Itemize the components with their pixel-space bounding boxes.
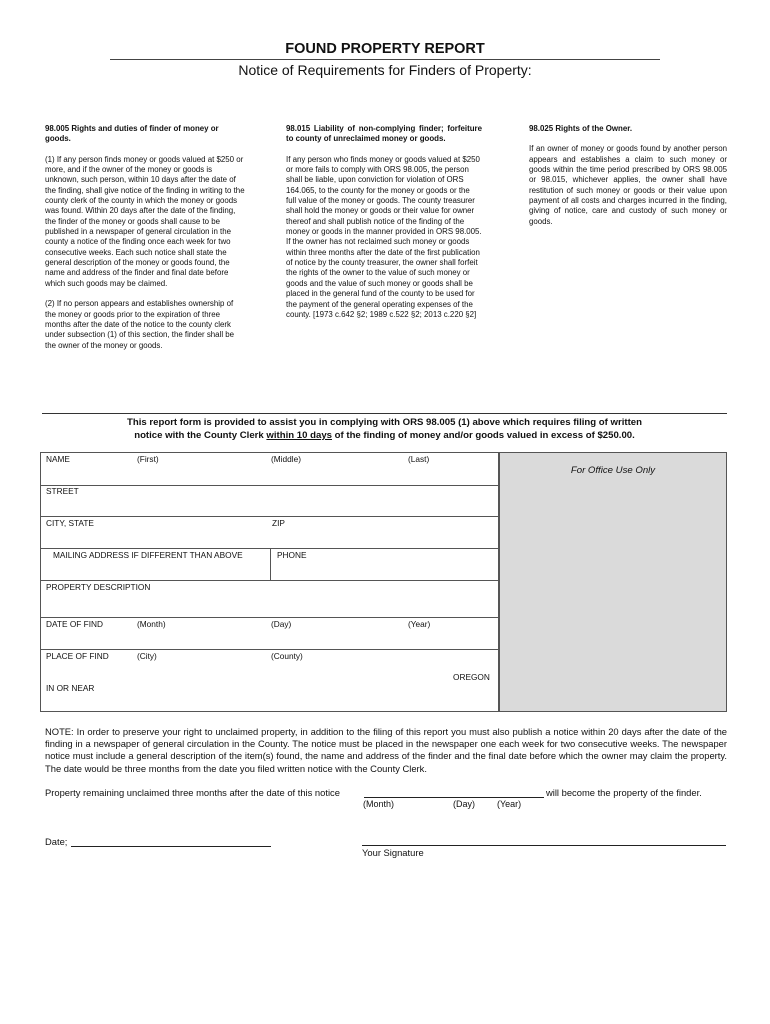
street-field[interactable] <box>44 497 496 514</box>
notice-text: of the finding of money and/or goods valued in excess of $250.00. <box>331 429 635 441</box>
date-of-find-label: DATE OF FIND <box>46 619 104 629</box>
place-of-find-label: PLACE OF FIND <box>46 651 109 661</box>
phone-field[interactable] <box>273 561 496 578</box>
filing-notice <box>42 417 727 442</box>
middle-name-hint: (Middle) <box>271 454 301 464</box>
year-hint: (Year) <box>408 619 431 629</box>
first-name-hint: (First) <box>137 454 159 464</box>
statute-98-005 <box>45 124 245 351</box>
month-hint: (Month) <box>137 619 166 629</box>
statute-paragraph: (2) If no person appears and establishes ownership of the money or goods prior to the expiration of three months after the date of the notice to the county clerk under subsection (1) of this section, the finder shall be the owner of the money or goods. <box>45 299 235 350</box>
statute-98-015 <box>286 124 482 320</box>
filing-notice-line2 <box>42 430 727 443</box>
unclaimed-date-line[interactable] <box>364 797 544 798</box>
property-description-field[interactable] <box>44 593 496 615</box>
signature-line[interactable] <box>362 845 726 846</box>
signature-label: Your Signature <box>362 847 424 858</box>
column-divider <box>270 548 271 580</box>
finder-info-form <box>40 452 499 712</box>
office-use-box <box>499 452 727 712</box>
row-divider <box>41 516 498 517</box>
statute-paragraph: (1) If any person finds money or goods valued at $250 or more, and if the owner of the money or goods is unknown, such person, within 10 days after the date of the finding, shall give notice of the finding in writing to the county clerk of the county in which the money or goods was found. Within 20 days after the date of the finding, the finder of the money or goods shall cause to be published in a newspaper of general circulation in the county a notice of the finding once each week for two consecutive weeks. Each such notice shall state the general description of the money or goods found, the name and address of the finder and final date before which such goods may be claimed. <box>45 154 245 288</box>
street-label: STREET <box>46 486 79 496</box>
notice-text: notice with the County Clerk <box>134 429 267 441</box>
day-hint: (Day) <box>271 619 292 629</box>
mailing-address-label: MAILING ADDRESS IF DIFFERENT THAN ABOVE <box>53 550 243 560</box>
city-hint: (City) <box>137 651 157 661</box>
place-of-find-field[interactable] <box>44 662 444 708</box>
city-state-zip-field[interactable] <box>44 529 496 546</box>
title-divider <box>110 59 660 60</box>
report-subtitle: Notice of Requirements for Finders of Property: <box>238 62 532 78</box>
statute-paragraph: If any person who finds money or goods valued at $250 or more fails to comply with ORS 98.005, the person shall be liable, upon conviction for violation of ORS 164.065, to the county for the money or goods or the full value of the money or goods. The county treasurer shall hold the money or goods or their value for owner thereof and shall publish notice of the finding of the money or goods in the manner provided in ORS 98.005. If the owner has not reclaimed such money or goods within three months after the date of the first publication of notice by the county treasurer, the owner shall forfeit the rights of the owner to the value of such money or goods and the value of such money or goods shall be placed in the general fund of the county to be used for the payment of the general operating expenses of the county. [1973 c.642 §2; 1989 c.522 §2; 2013 c.220 §2] <box>286 154 482 319</box>
mailing-address-field[interactable] <box>44 561 268 578</box>
statute-heading: 98.015 Liability of non-complying finder; forfeiture to county of unreclaimed money or goods. <box>286 124 482 144</box>
year-hint: (Year) <box>497 799 522 809</box>
row-divider <box>41 580 498 581</box>
publication-note: NOTE: In order to preserve your right to unclaimed property, in addition to the filing of this report you must also publish a notice within 20 days after the date of the finding in a newspaper of general circulation in the County. The notice must be placed in the newspaper one each week for two consecutive weeks. The newspaper notice must include a general description of the item(s) found, the name and address of the finder and the final date before which the owner may claim the property. The date would be three months from the date you filed written notice with the County Clerk. <box>45 726 727 774</box>
property-description-label: PROPERTY DESCRIPTION <box>46 582 151 592</box>
name-field[interactable] <box>44 465 496 483</box>
last-name-hint: (Last) <box>408 454 430 464</box>
county-hint: (County) <box>271 651 303 661</box>
name-label: NAME <box>46 454 70 464</box>
month-hint: (Month) <box>363 799 395 809</box>
statute-98-025 <box>529 124 727 227</box>
office-use-label: For Office Use Only <box>570 465 656 476</box>
row-divider <box>41 485 498 486</box>
deadline-emphasis: within 10 days <box>266 429 332 441</box>
date-label: Date; <box>45 836 68 847</box>
row-divider <box>41 617 498 618</box>
phone-label: PHONE <box>277 550 307 560</box>
will-become-text: will become the property of the finder. <box>546 787 702 798</box>
date-line[interactable] <box>71 846 271 847</box>
statute-paragraph: If an owner of money or goods found by another person appears and establishes a claim to such money or goods within the time period prescribed by ORS 98.005 or 98.015, whichever applies, the owner shall have restitution of such money or goods or their value upon payment of all costs and charges incurred in the finding, giving of notice, care and custody of such money or goods. <box>529 144 727 226</box>
statute-heading: 98.025 Rights of the Owner. <box>529 124 633 133</box>
row-divider <box>41 649 498 650</box>
report-title: FOUND PROPERTY REPORT <box>285 41 485 57</box>
in-or-near-label: IN OR NEAR <box>46 683 95 693</box>
day-hint: (Day) <box>453 799 475 809</box>
state-oregon: OREGON <box>453 672 490 682</box>
property-remaining-text: Property remaining unclaimed three months after the date of this notice <box>45 787 340 798</box>
date-of-find-field[interactable] <box>44 630 496 647</box>
city-state-label: CITY, STATE <box>46 518 94 528</box>
filing-notice-line1: This report form is provided to assist you in complying with ORS 98.005 (1) above which requires filing of written <box>127 417 642 428</box>
section-divider <box>42 413 727 414</box>
statute-heading: 98.005 Rights and duties of finder of money or goods. <box>45 124 219 144</box>
zip-label: ZIP <box>272 518 285 528</box>
